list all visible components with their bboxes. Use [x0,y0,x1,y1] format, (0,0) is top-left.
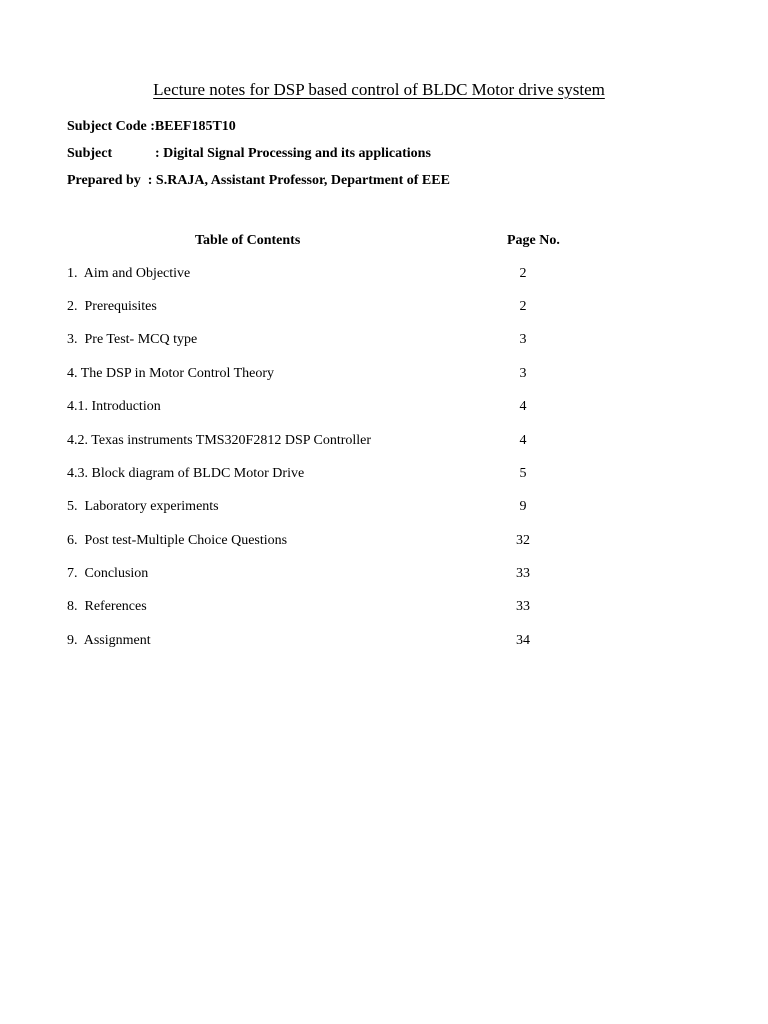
toc-entry-label: 4.1. Introduction [67,399,161,414]
prepared-by-value: S.RAJA, Assistant Professor, Department of EEE [155,173,450,188]
toc-entry-label: 7. Conclusion [67,566,149,581]
subject-code-value: BEEF185T10 [154,119,236,134]
toc-entry [0,599,768,619]
toc-entry-label: 4.2. Texas instruments TMS320F2812 DSP Controller [67,433,372,448]
toc-entry-page: 4 [519,433,527,448]
toc-entry-label: 4.3. Block diagram of BLDC Motor Drive [67,466,305,481]
toc-entry-label: 9. Assignment [67,633,151,648]
toc-entry-page: 9 [519,499,527,514]
subject-label: Subject [67,146,113,161]
toc-entry-page: 3 [519,366,527,381]
prepared-by-label: Prepared by : [67,173,156,188]
toc-entry-label: 2. Prerequisites [67,299,157,314]
document-title: Lecture notes for DSP based control of BLDC Motor drive system [153,80,605,99]
toc-entry-label: 1. Aim and Objective [67,266,191,281]
toc-entry [0,499,768,519]
toc-entry [0,633,768,653]
toc-entry-page: 3 [519,332,527,347]
toc-entry-page: 32 [516,533,530,548]
prepared-by-line [67,173,450,189]
toc-entry-page: 4 [519,399,527,414]
toc-entry-label: 5. Laboratory experiments [67,499,219,514]
toc-entry-page: 5 [519,466,527,481]
subject-value: : Digital Signal Processing and its applications [155,146,431,161]
subject-code-line [67,119,236,135]
toc-entry [0,332,768,352]
toc-entry-label: 3. Pre Test- MCQ type [67,332,198,347]
subject-code-label: Subject Code : [67,119,155,134]
toc-entry [0,299,768,319]
toc-entry-label: 8. References [67,599,147,614]
toc-entry-page: 2 [519,299,527,314]
toc-entry-page: 33 [516,566,530,581]
toc-entry [0,366,768,386]
subject-line [67,146,431,162]
toc-entry [0,533,768,553]
toc-page-heading: Page No. [507,233,560,248]
toc-entry-label: 6. Post test-Multiple Choice Questions [67,533,288,548]
toc-entry [0,566,768,586]
toc-entry-label: 4. The DSP in Motor Control Theory [67,366,275,381]
toc-entry-page: 33 [516,599,530,614]
toc-entry-page: 2 [519,266,527,281]
toc-entry [0,399,768,419]
toc-heading: Table of Contents [195,233,301,248]
toc-entry [0,433,768,453]
toc-entry [0,266,768,286]
toc-entry-page: 34 [516,633,530,648]
toc-entry [0,466,768,486]
